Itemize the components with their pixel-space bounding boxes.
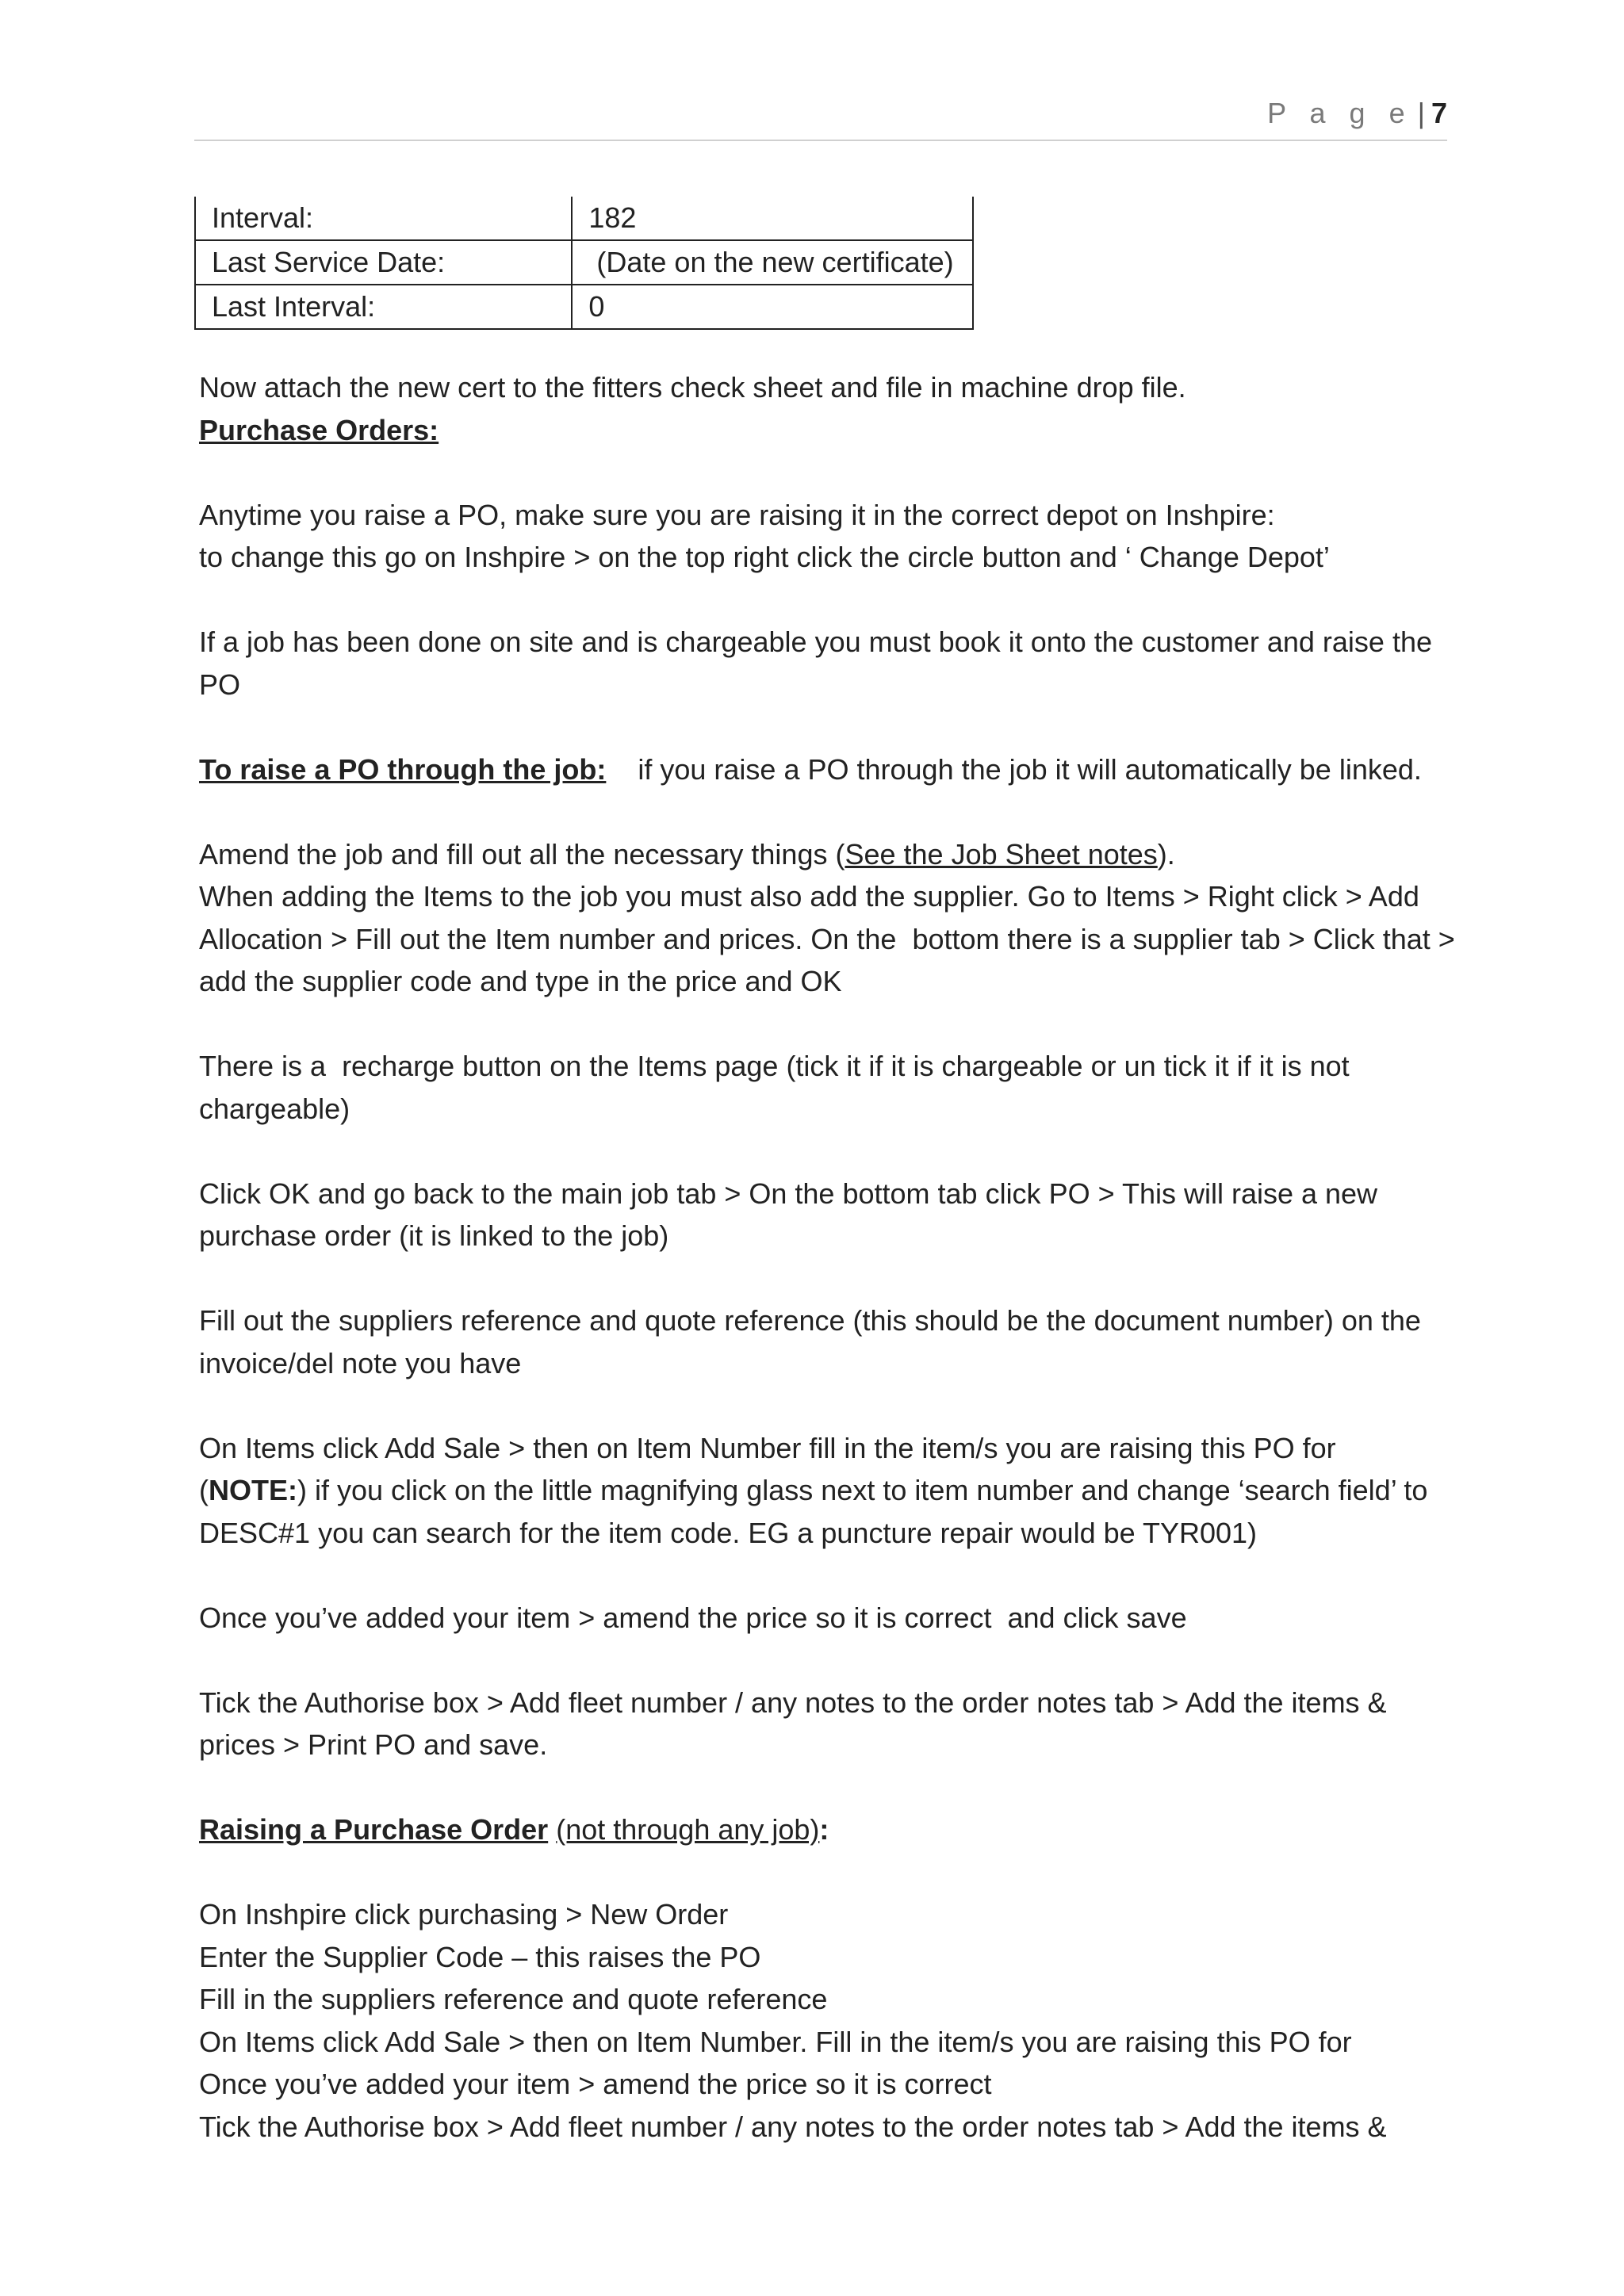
step-line: On Items click Add Sale > then on Item Number. Fill in the item/s you are raising this PO for [199,2025,1352,2058]
table-cell-label: Interval: [195,197,572,240]
step-line: Fill in the suppliers reference and quote reference [199,1983,828,2015]
table-cell-label: Last Service Date: [195,240,572,285]
raise-po-through-job [199,748,1452,791]
on-items-line-1: On Items click Add Sale > then on Item Number fill in the item/s you are raising this PO for [199,1431,1336,1464]
table-cell-label: Last Interval: [195,285,572,329]
recharge-line-2: chargeable) [199,1092,350,1125]
tick-authorise-line-1: Tick the Authorise box > Add fleet number / any notes to the order notes tab > Add the items & [199,1686,1387,1719]
once-added-line: Once you’ve added your item > amend the price so it is correct and click save [199,1601,1187,1634]
recharge-line-1: There is a recharge button on the Items page (tick it if it is chargeable or un tick it if it is not [199,1050,1350,1082]
job-sheet-notes-link[interactable]: See the Job Sheet notes [845,837,1158,871]
document-body [199,366,1455,2148]
amend-job-line [199,833,1452,876]
step-line: Once you’ve added your item > amend the price so it is correct [199,2068,992,2100]
items-instruction-line-1: When adding the Items to the job you must also add the supplier. Go to Items > Right click > Add [199,880,1419,913]
step-line: On Inshpire click purchasing > New Order [199,1898,729,1931]
note-label: NOTE: [209,1474,297,1506]
click-ok-line-2: purchase order (it is linked to the job) [199,1219,669,1252]
raise-po-through-job-heading: To raise a PO through the job: [199,752,607,786]
amend-job-text-end: ). [1157,837,1175,871]
raising-po-paren: (not through any job) [556,1813,820,1846]
note-paren: ( [199,1474,209,1506]
tick-authorise-line-2: prices > Print PO and save. [199,1728,548,1761]
table-row [195,197,973,240]
depot-instruction-line-2: to change this go on Inshpire > on the top right click the circle button and ‘ Change Depot’ [199,541,1330,573]
items-instruction-line-2: Allocation > Fill out the Item number and prices. On the bottom there is a supplier tab > Click that > [199,922,1455,955]
note-text: ) if you click on the little magnifying glass next to item number and change ‘search field’ to [297,1474,1428,1506]
raising-po-heading-line [199,1808,1452,1851]
attach-instruction: Now attach the new cert to the fitters check sheet and file in machine drop file. [199,371,1186,404]
table-row [195,240,973,285]
click-ok-line-1: Click OK and go back to the main job tab > On the bottom tab click PO > This will raise a new [199,1177,1378,1210]
fill-out-line-2: invoice/del note you have [199,1346,522,1380]
table-cell-value: 182 [572,197,973,240]
depot-instruction-line-1: Anytime you raise a PO, make sure you are raising it in the correct depot on Inshpire: [199,498,1275,531]
chargeable-instruction: If a job has been done on site and is chargeable you must book it onto the customer and raise the PO [199,626,1432,701]
table-row [195,285,973,329]
raise-po-through-job-text: if you raise a PO through the job it will automatically be linked. [638,752,1422,786]
table-cell-value: (Date on the new certificate) [572,240,973,285]
step-line: Tick the Authorise box > Add fleet number / any notes to the order notes tab > Add the items & [199,2110,1387,2143]
page-header [194,94,1447,141]
page-label: P a g e [1267,97,1413,129]
raising-po-colon: : [819,1813,829,1846]
on-items-line-2 [199,1469,1452,1512]
certificate-table [194,197,974,330]
step-line: Enter the Supplier Code – this raises the PO [199,1940,761,1973]
amend-job-text: Amend the job and fill out all the necessary things ( [199,837,845,871]
on-items-line-3: DESC#1 you can search for the item code. EG a puncture repair would be TYR001) [199,1516,1258,1549]
page-number [1267,97,1447,130]
page-number-value: 7 [1431,97,1447,129]
fill-out-line-1: Fill out the suppliers reference and quote reference (this should be the document number) on the [199,1304,1421,1337]
items-instruction-line-3: add the supplier code and type in the price and OK [199,965,842,997]
raising-po-heading: Raising a Purchase Order [199,1813,549,1846]
table-cell-value: 0 [572,285,973,329]
page-separator: | [1417,97,1425,129]
purchase-orders-heading: Purchase Orders: [199,413,439,446]
